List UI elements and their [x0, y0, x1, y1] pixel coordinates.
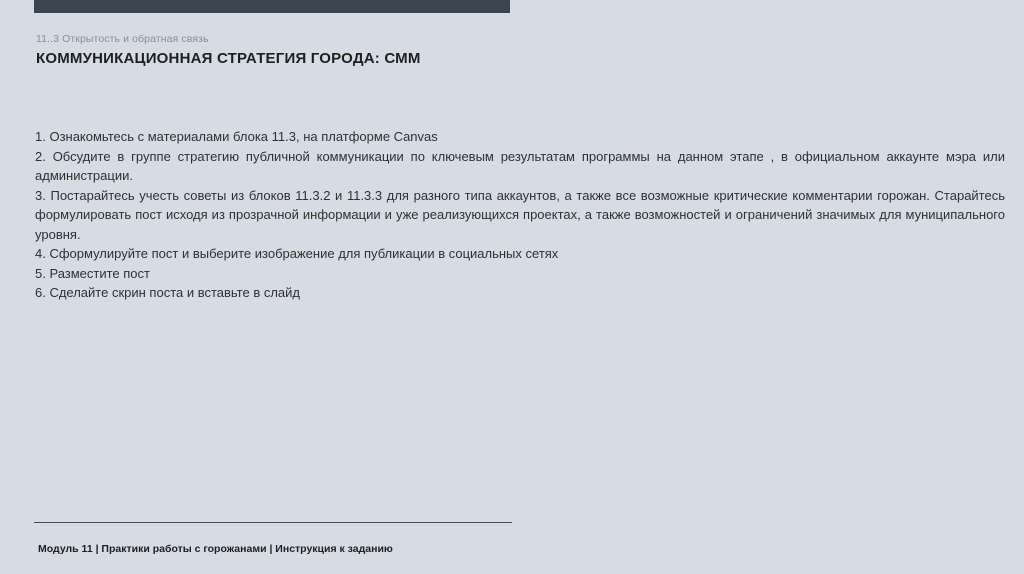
section-subtitle: 11..3 Открытость и обратная связь	[36, 33, 209, 45]
instruction-item: 4. Сформулируйте пост и выберите изображение для публикации в социальных сетях	[35, 246, 559, 261]
instruction-item: 5. Разместите пост	[35, 265, 150, 281]
instruction-item: 6. Сделайте скрин поста и вставьте в слайд	[35, 285, 301, 300]
instructions-list	[35, 127, 1005, 303]
top-accent-bar	[34, 0, 510, 13]
instruction-item: 3. Постарайтесь учесть советы из блоков 11.3.2 и 11.3.3 для разного типа аккаунтов, а также все возможные критические комментарии горожан. Старайтесь формулировать пост исходя из прозрачной информации и уже реализующихся проектах, а также возможностей и ограничений значимых для муниципального уровня.	[35, 187, 1005, 242]
instruction-item: 2. Обсудите в группе стратегию публичной коммуникации по ключевым результатам программы на данном этапе , в официальном аккаунте мэра или администрации.	[35, 148, 1005, 183]
instruction-item: 1. Ознакомьтесь с материалами блока 11.3, на платформе Canvas	[35, 129, 438, 144]
footer-caption: Модуль 11 | Практики работы с горожанами | Инструкция к заданию	[38, 543, 393, 555]
footer-divider	[34, 522, 512, 523]
slide-title: КОММУНИКАЦИОННАЯ СТРАТЕГИЯ ГОРОДА: СММ	[36, 50, 421, 67]
